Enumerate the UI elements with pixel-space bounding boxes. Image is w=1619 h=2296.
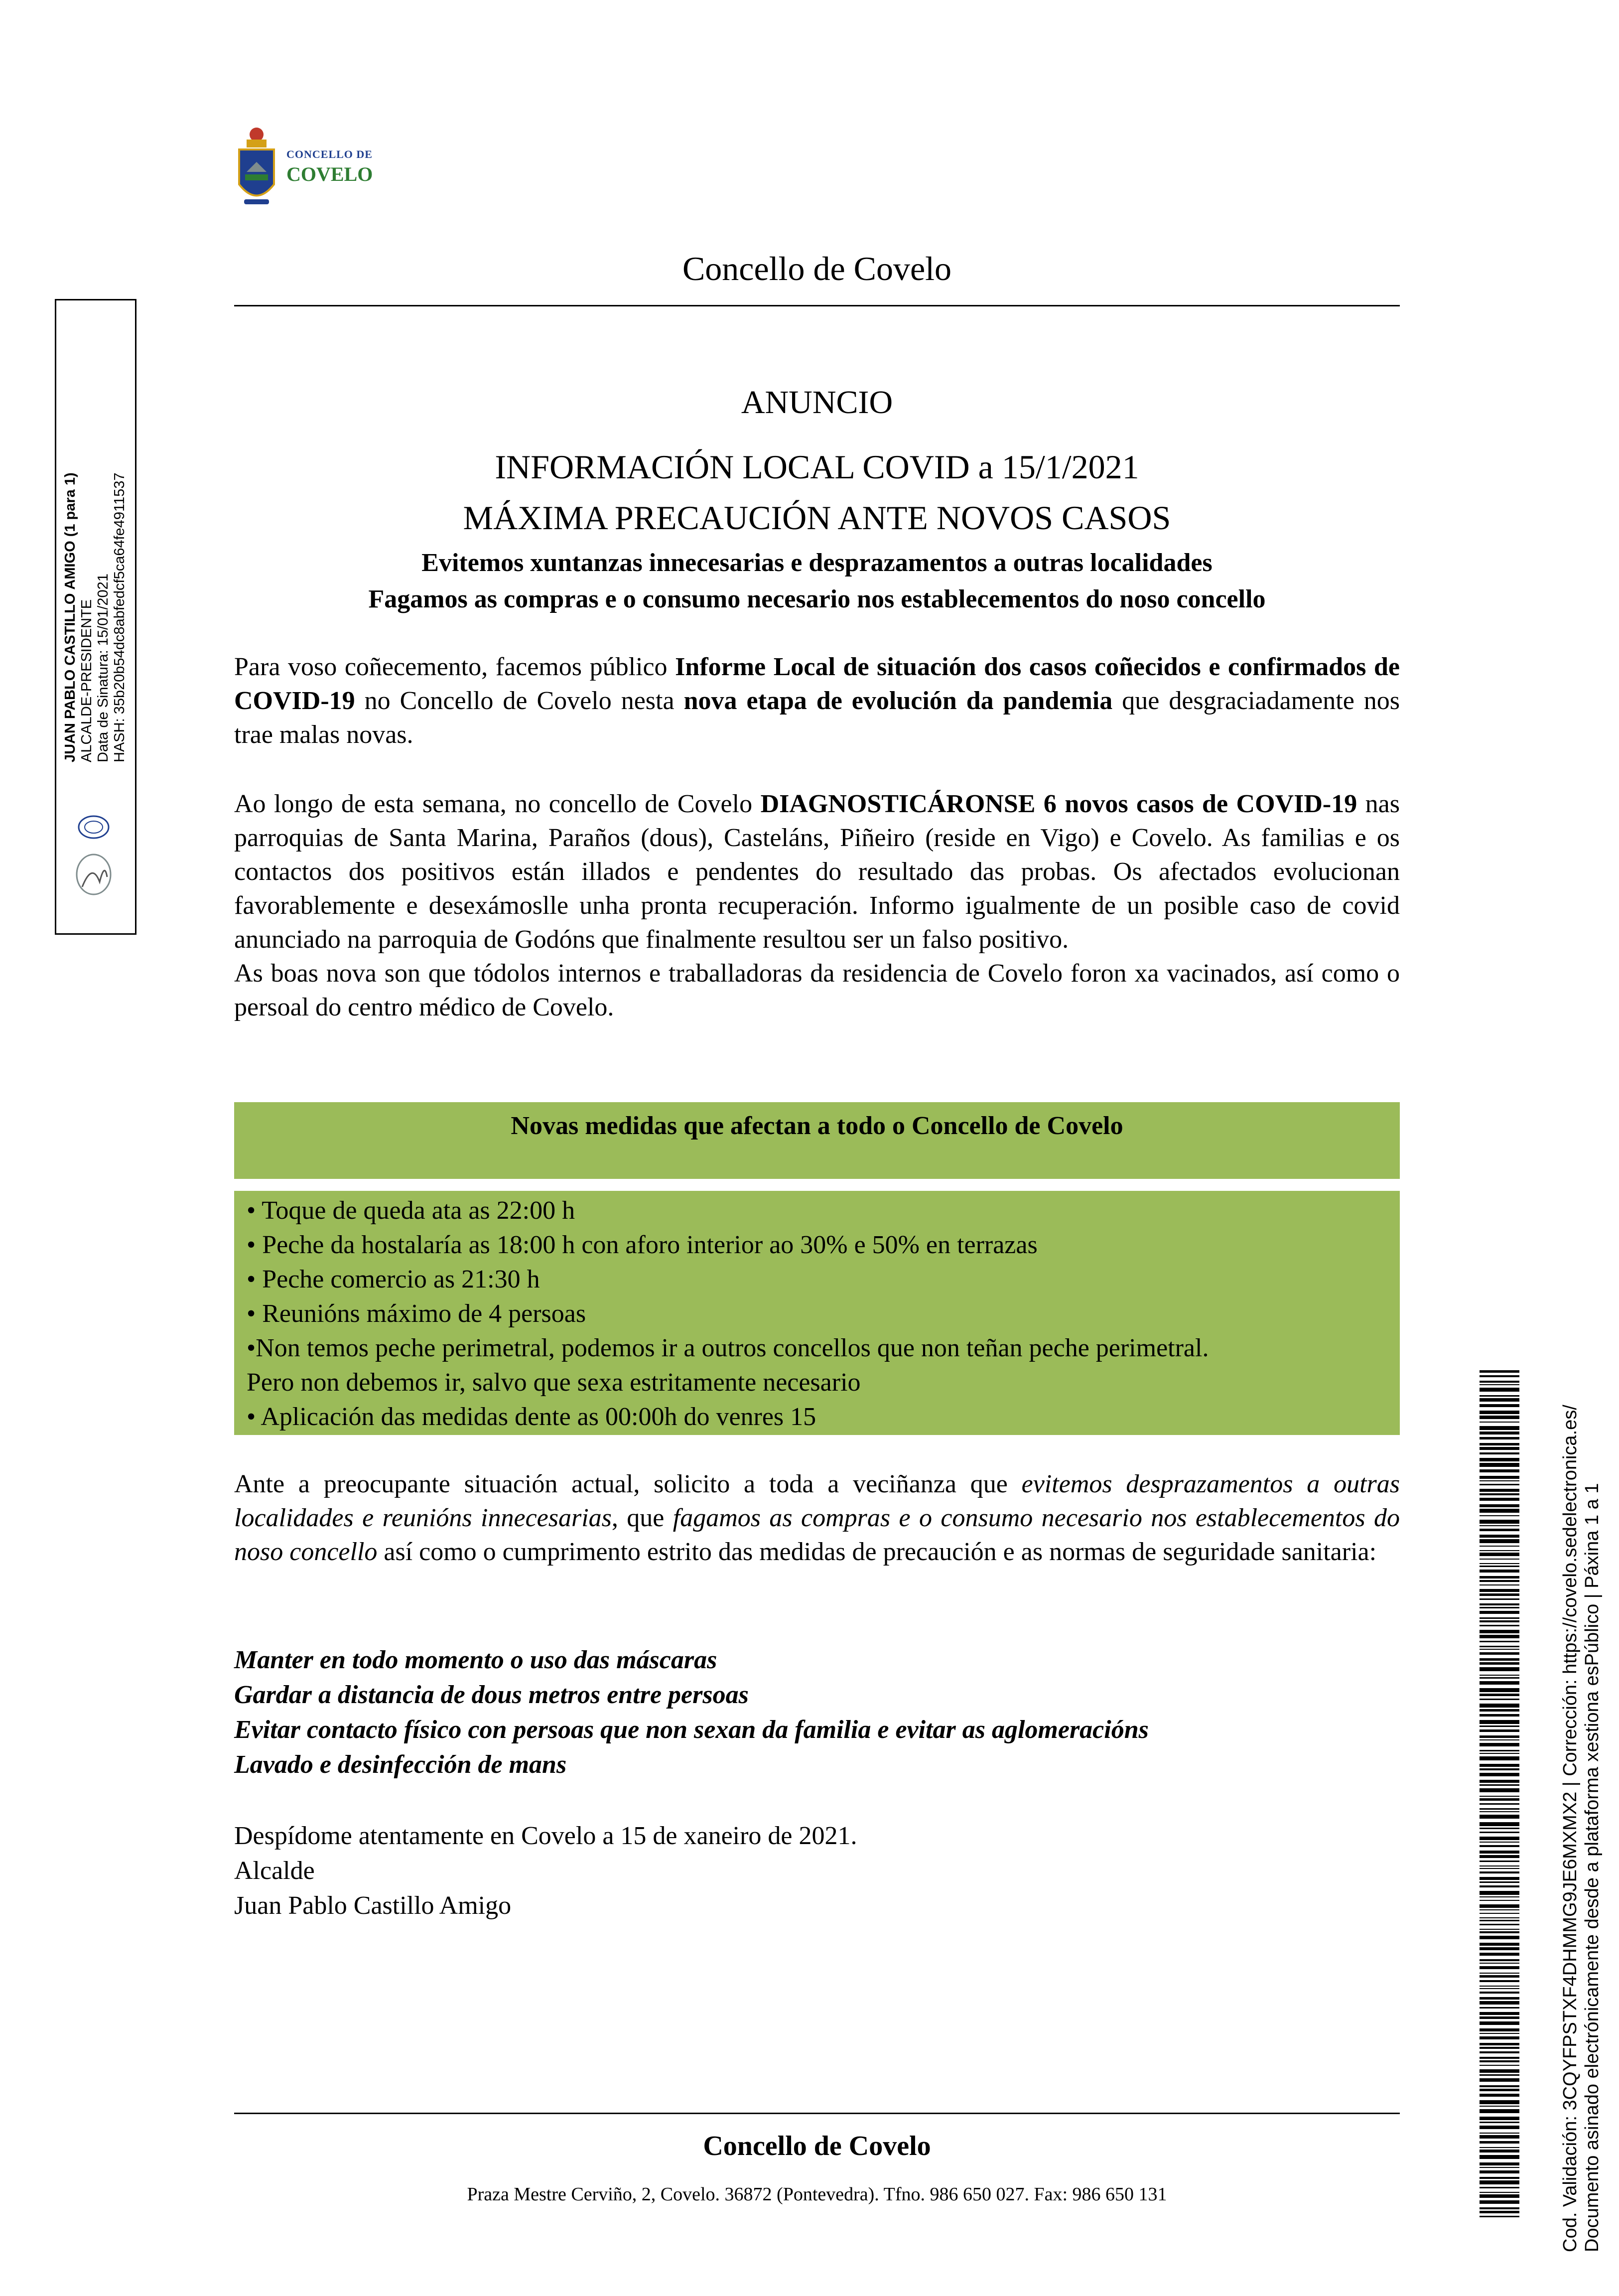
subtitle-2: Fagamos as compras e o consumo necesario nos establecementos do noso concello [368,585,1266,613]
list-item: •Non temos peche perimetral, podemos ir a outros concellos que non teñan peche perimetral. [247,1334,1209,1362]
list-item: • Aplicación das medidas dente as 00:00h do venres 15 [247,1403,816,1431]
title-info: INFORMACIÓN LOCAL COVID a 15/1/2021 [495,448,1139,486]
validation-line2: Documento asinado electrónicamente desde a plataforma xestiona esPúblico | Páxina 1 a 1 [1582,1483,1603,2252]
measures-list [247,1193,1392,1434]
validation-line1: Cod. Validación: 3CQYFPSTXF4DHMMG9JE6MXMX2 | Corrección: https://covelo.sedelectronica.es/ [1560,1405,1581,2252]
signer-role: ALCALDE-PRESIDENTE [79,599,95,762]
list-item: • Toque de queda ata as 22:00 h [247,1196,575,1225]
measures-heading: Novas medidas que afectan a todo o Concello de Covelo [511,1112,1123,1140]
list-item: Lavado e desinfección de mans [234,1750,567,1779]
list-item: • Peche da hostalaría as 18:00 h con aforo interior ao 30% e 50% en terrazas [247,1231,1038,1259]
signature-date: Data de Sinatura: 15/01/2021 [95,574,111,762]
paragraph-request: Ante a preocupante situación actual, solicito a toda a veciñanza que evitemos desprazamentos a outras localidades e reunións innecesarias, que fagamos as compras e o consumo necesario nos establecementos do noso concello así como o cumprimento estrito das medidas de precaución e as normas de seguridade sanitaria: [234,1470,1400,1566]
list-item: • Reunións máximo de 4 persoas [247,1299,586,1328]
footer-address: Praza Mestre Cerviño, 2, Covelo. 36872 (Pontevedra). Tfno. 986 650 027. Fax: 986 650 131 [467,2184,1167,2205]
header-title: Concello de Covelo [682,250,952,287]
logo-text-line1: CONCELLO DE [286,148,373,160]
signer-name: JUAN PABLO CASTILLO AMIGO (1 para 1) [62,472,78,762]
signature-stamp-icon [70,812,118,912]
signature-hash: HASH: 35b20b54dc8abfedcf5ca64fe4911537 [112,472,128,762]
closing-name: Juan Pablo Castillo Amigo [234,1891,512,1920]
title-anuncio: ANUNCIO [741,384,893,421]
title-precaucion: MÁXIMA PRECAUCIÓN ANTE NOVOS CASOS [463,499,1171,537]
logo-text-line2: COVELO [286,163,373,185]
list-item: Gardar a distancia de dous metros entre persoas [234,1681,749,1709]
validation-barcode [1480,1370,1519,2217]
closing-line: Despídome atentamente en Covelo a 15 de xaneiro de 2021. [234,1822,857,1850]
validation-text [1559,1405,1603,2252]
safety-rules [234,1643,1149,1782]
closing-role: Alcalde [234,1857,315,1885]
list-item: Manter en todo momento o uso das máscaras [234,1646,717,1674]
list-item: • Peche comercio as 21:30 h [247,1265,540,1293]
subtitle-1: Evitemos xuntanzas innecesarias e desprazamentos a outras localidades [421,549,1213,577]
list-item: Pero non debemos ir, salvo que sexa estritamente necesario [247,1368,861,1397]
paragraph-cases: Ao longo de esta semana, no concello de Covelo DIAGNOSTICÁRONSE 6 novos casos de COVID-19 nas parroquias de Santa Marina, Paraños (dous), Casteláns, Piñeiro (reside en Vigo) e Covelo. As familias e os contactos dos positivos están illados e pendentes do resultado das probas. Os afectados evolucionan favorablemente e desexámoslle unha pronta recuperación. Informo igualmente de un posible caso de covid anunciado na parroquia de Godóns que finalmente resultou ser un falso positivo. As boas nova son que tódolos internos e traballadoras da residencia de Covelo foron xa vacinados, así como o persoal do centro médico de Covelo. [234,790,1400,1021]
header-divider [234,305,1400,306]
closing-block [234,1819,857,1923]
signature-text [62,472,128,762]
list-item: Evitar contacto físico con persoas que non sexan da familia e evitar as aglomeracións [234,1716,1149,1744]
footer-divider [234,2113,1400,2114]
paragraph-intro: Para voso coñecemento, facemos público Informe Local de situación dos casos coñecidos e confirmados de COVID-19 no Concello de Covelo nesta nova etapa de evolución da pandemia que desgraciadamente nos trae malas novas. [234,653,1400,749]
footer-title: Concello de Covelo [703,2131,931,2161]
